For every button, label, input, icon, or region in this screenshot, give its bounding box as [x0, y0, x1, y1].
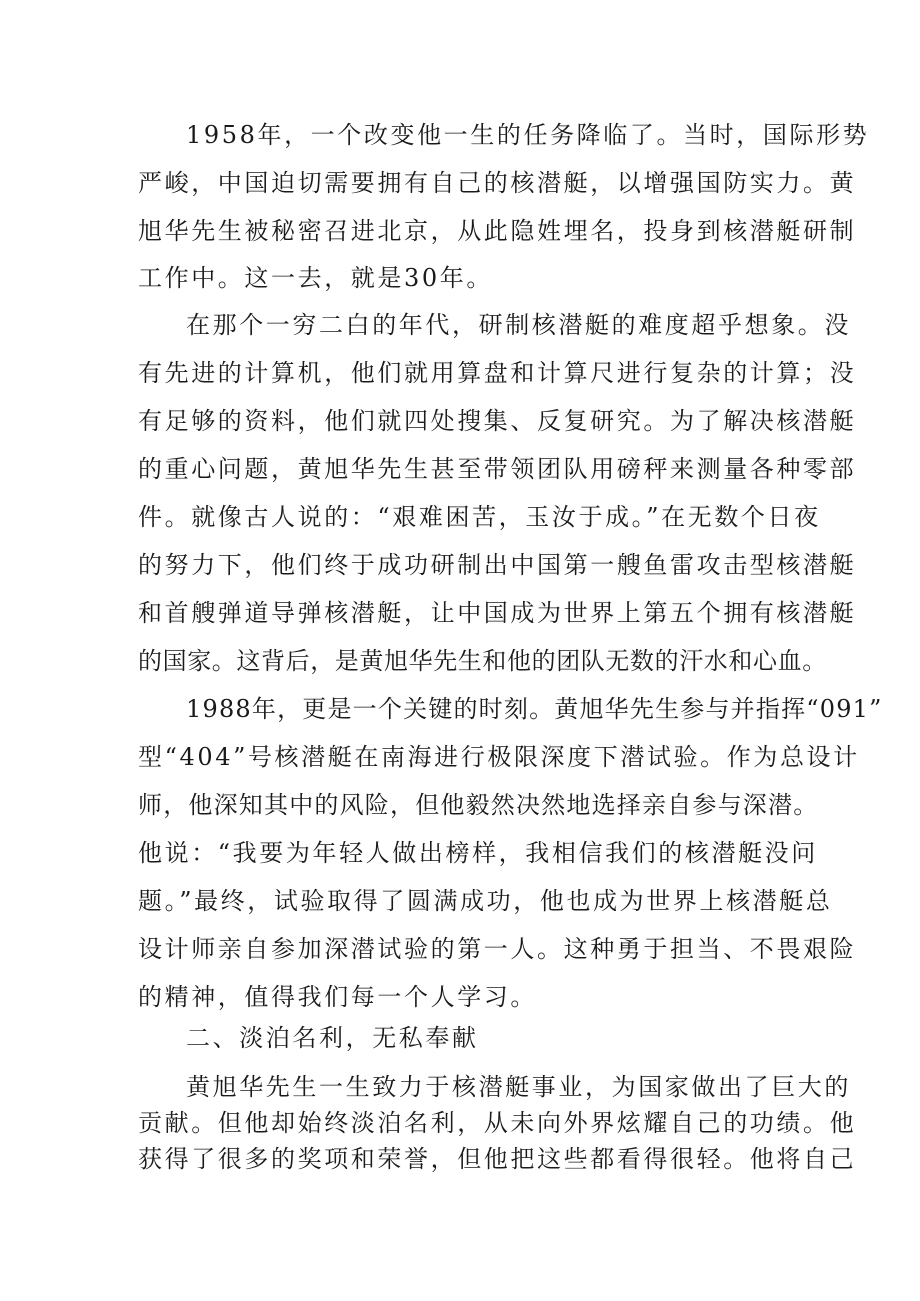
final-paragraph-line-3: 获得了很多的奖项和荣誉，但他把这些都看得很轻。他将自己 — [138, 1145, 857, 1173]
paragraph-3-line-7: 的精神，值得我们每一个人学习。 — [138, 983, 537, 1011]
paragraph-1-line-3: 旭华先生被秘密召进北京，从此隐姓埋名，投身到核潜艇研制 — [138, 217, 857, 245]
paragraph-3-line-2: 型“404”号核潜艇在南海进行极限深度下潜试验。作为总设计 — [138, 743, 860, 771]
paragraph-2-line-2: 有先进的计算机，他们就用算盘和计算尺进行复杂的计算；没 — [138, 359, 857, 387]
paragraph-2-line-8: 的国家。这背后，是黄旭华先生和他的团队无数的汗水和心血。 — [138, 647, 827, 675]
paragraph-3-line-1: 1988年，更是一个关键的时刻。黄旭华先生参与并指挥“091” — [186, 695, 883, 723]
paragraph-2-line-4: 的重心问题，黄旭华先生甚至带领团队用磅秤来测量各种零部 — [138, 455, 857, 483]
paragraph-1-line-4: 工作中。这一去，就是30年。 — [138, 264, 493, 292]
section-heading: 二、淡泊名利，无私奉献 — [186, 1024, 479, 1052]
paragraph-2-line-5: 件。就像古人说的：“艰难困苦，玉汝于成。”在无数个日夜 — [138, 503, 821, 531]
final-paragraph-line-2: 贡献。但他却始终淡泊名利，从未向外界炫耀自己的功绩。他 — [138, 1109, 857, 1137]
paragraph-2-line-6: 的努力下，他们终于成功研制出中国第一艘鱼雷攻击型核潜艇 — [138, 551, 857, 579]
paragraph-2-line-1: 在那个一穷二白的年代，研制核潜艇的难度超乎想象。没 — [186, 311, 851, 339]
paragraph-1-line-1: 1958年，一个改变他一生的任务降临了。当时，国际形势 — [186, 121, 870, 149]
paragraph-3-line-3: 师，他深知其中的风险，但他毅然决然地选择亲自参与深潜。 — [138, 791, 819, 819]
paragraph-2-line-3: 有足够的资料，他们就四处搜集、反复研究。为了解决核潜艇 — [138, 407, 857, 435]
paragraph-2-line-7: 和首艘弹道导弹核潜艇，让中国成为世界上第五个拥有核潜艇 — [138, 599, 857, 627]
paragraph-3-line-6: 设计师亲自参加深潜试验的第一人。这种勇于担当、不畏艰险 — [138, 935, 857, 963]
paragraph-3-line-5: 题。”最终，试验取得了圆满成功，他也成为世界上核潜艇总 — [138, 887, 833, 915]
final-paragraph-line-1: 黄旭华先生一生致力于核潜艇事业，为国家做出了巨大的 — [186, 1073, 851, 1101]
paragraph-3-line-4: 他说：“我要为年轻人做出榜样，我相信我们的核潜艇没问 — [138, 839, 818, 867]
paragraph-1-line-2: 严峻，中国迫切需要拥有自己的核潜艇，以增强国防实力。黄 — [138, 169, 857, 197]
